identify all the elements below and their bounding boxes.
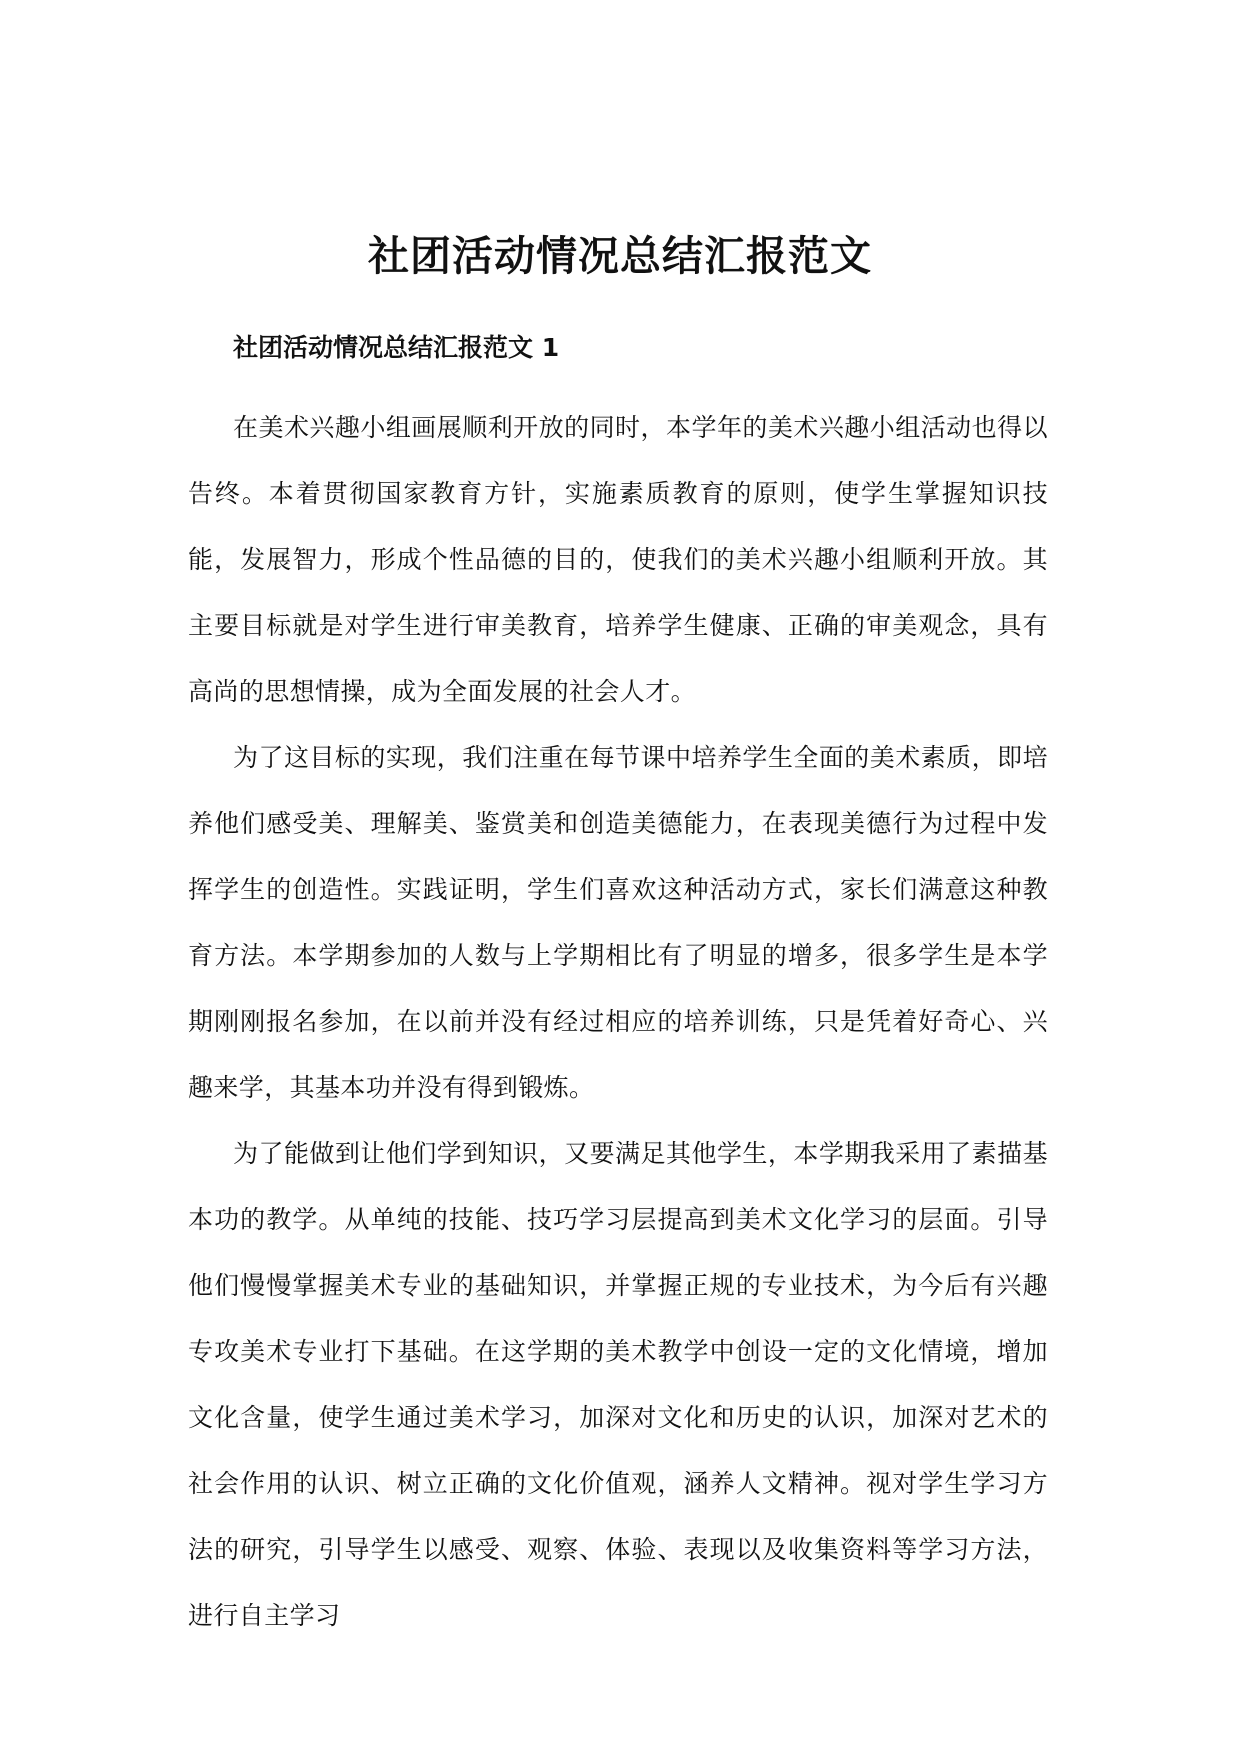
paragraph-3: 为了能做到让他们学到知识，又要满足其他学生，本学期我采用了素描基本功的教学。从单纯的技能、技巧学习层提高到美术文化学习的层面。引导他们慢慢掌握美术专业的基础知识，并掌握正规的专业技术，为今后有兴趣专攻美术专业打下基础。在这学期的美术教学中创设一定的文化情境，增加文化含量，使学生通过美术学习，加深对文化和历史的认识，加深对艺术的社会作用的认识、树立正确的文化价值观，涵养人文精神。视对学生学习方法的研究，引导学生以感受、观察、体验、表现以及收集资料等学习方法，进行自主学习 — [188, 1139, 1048, 1630]
paragraph-2: 为了这目标的实现，我们注重在每节课中培养学生全面的美术素质，即培养他们感受美、理解美、鉴赏美和创造美德能力，在表现美德行为过程中发挥学生的创造性。实践证明，学生们喜欢这种活动方式，家长们满意这种教育方法。本学期参加的人数与上学期相比有了明显的增多，很多学生是本学期刚刚报名参加，在以前并没有经过相应的培养训练，只是凭着好奇心、兴趣来学，其基本功并没有得到锻炼。 — [188, 743, 1048, 1102]
document-body — [188, 330, 1048, 1649]
document-title: 社团活动情况总结汇报范文 — [368, 232, 872, 280]
paragraph-1: 在美术兴趣小组画展顺利开放的同时，本学年的美术兴趣小组活动也得以告终。本着贯彻国家教育方针，实施素质教育的原则，使学生掌握知识技能，发展智力，形成个性品德的目的，使我们的美术兴趣小组顺利开放。其主要目标就是对学生进行审美教育，培养学生健康、正确的审美观念，具有高尚的思想情操，成为全面发展的社会人才。 — [188, 413, 1048, 706]
section-heading: 社团活动情况总结汇报范文 1 — [233, 333, 560, 362]
